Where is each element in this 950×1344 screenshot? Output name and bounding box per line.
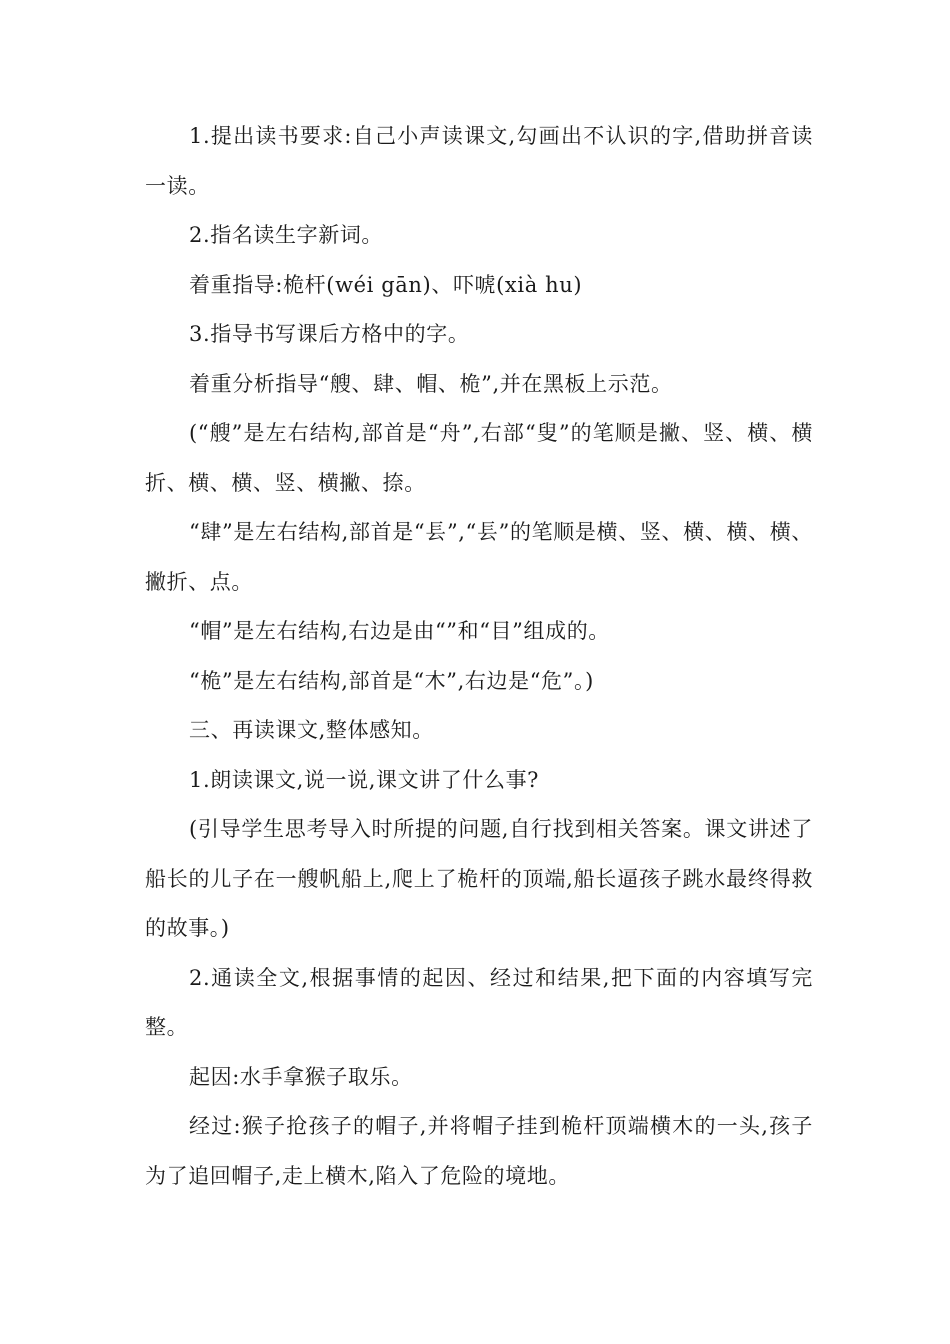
paragraph-process: 经过:猴子抢孩子的帽子,并将帽子挂到桅杆顶端横木的一头,孩子为了追回帽子,走上横木,陷入了危险的境地。	[145, 1114, 813, 1188]
paragraph-story-summary: (引导学生思考导入时所提的问题,自行找到相关答案。课文讲述了船长的儿子在一艘帆船上,爬上了桅杆的顶端,船长逼孩子跳水最终得救的故事。)	[145, 817, 813, 940]
paragraph-char-mao: “帽”是左右结构,右边是由“”和“目”组成的。	[189, 619, 610, 643]
paragraph-char-wei: “桅”是左右结构,部首是“木”,右边是“危”。)	[189, 668, 594, 693]
paragraph-read-new-words: 2.指名读生字新词。	[189, 223, 384, 247]
paragraph-cause: 起因:水手拿猴子取乐。	[189, 1064, 413, 1089]
paragraph-char-sou: (“艘”是左右结构,部首是“舟”,右部“叟”的笔顺是撇、竖、横、横折、横、横、竖、横撇、捺。	[145, 421, 813, 495]
document-body	[145, 112, 813, 1201]
section-heading-reread: 三、再读课文,整体感知。	[189, 718, 434, 742]
paragraph-reading-requirement: 1.提出读书要求:自己小声读课文,勾画出不认识的字,借助拼音读一读。	[145, 124, 813, 198]
paragraph-fill-in-task: 2.通读全文,根据事情的起因、经过和结果,把下面的内容填写完整。	[145, 965, 813, 1039]
paragraph-read-aloud: 1.朗读课文,说一说,课文讲了什么事?	[189, 767, 540, 792]
paragraph-analysis-guide: 着重分析指导“艘、肆、帽、桅”,并在黑板上示范。	[189, 371, 673, 396]
paragraph-char-si: “肆”是左右结构,部首是“镸”,“镸”的笔顺是横、竖、横、横、横、撇折、点。	[145, 520, 813, 594]
paragraph-writing-guide: 3.指导书写课后方格中的字。	[189, 322, 470, 346]
paragraph-pronunciation-guide: 着重指导:桅杆(wéi gān)、吓唬(xià hu)	[189, 272, 583, 297]
